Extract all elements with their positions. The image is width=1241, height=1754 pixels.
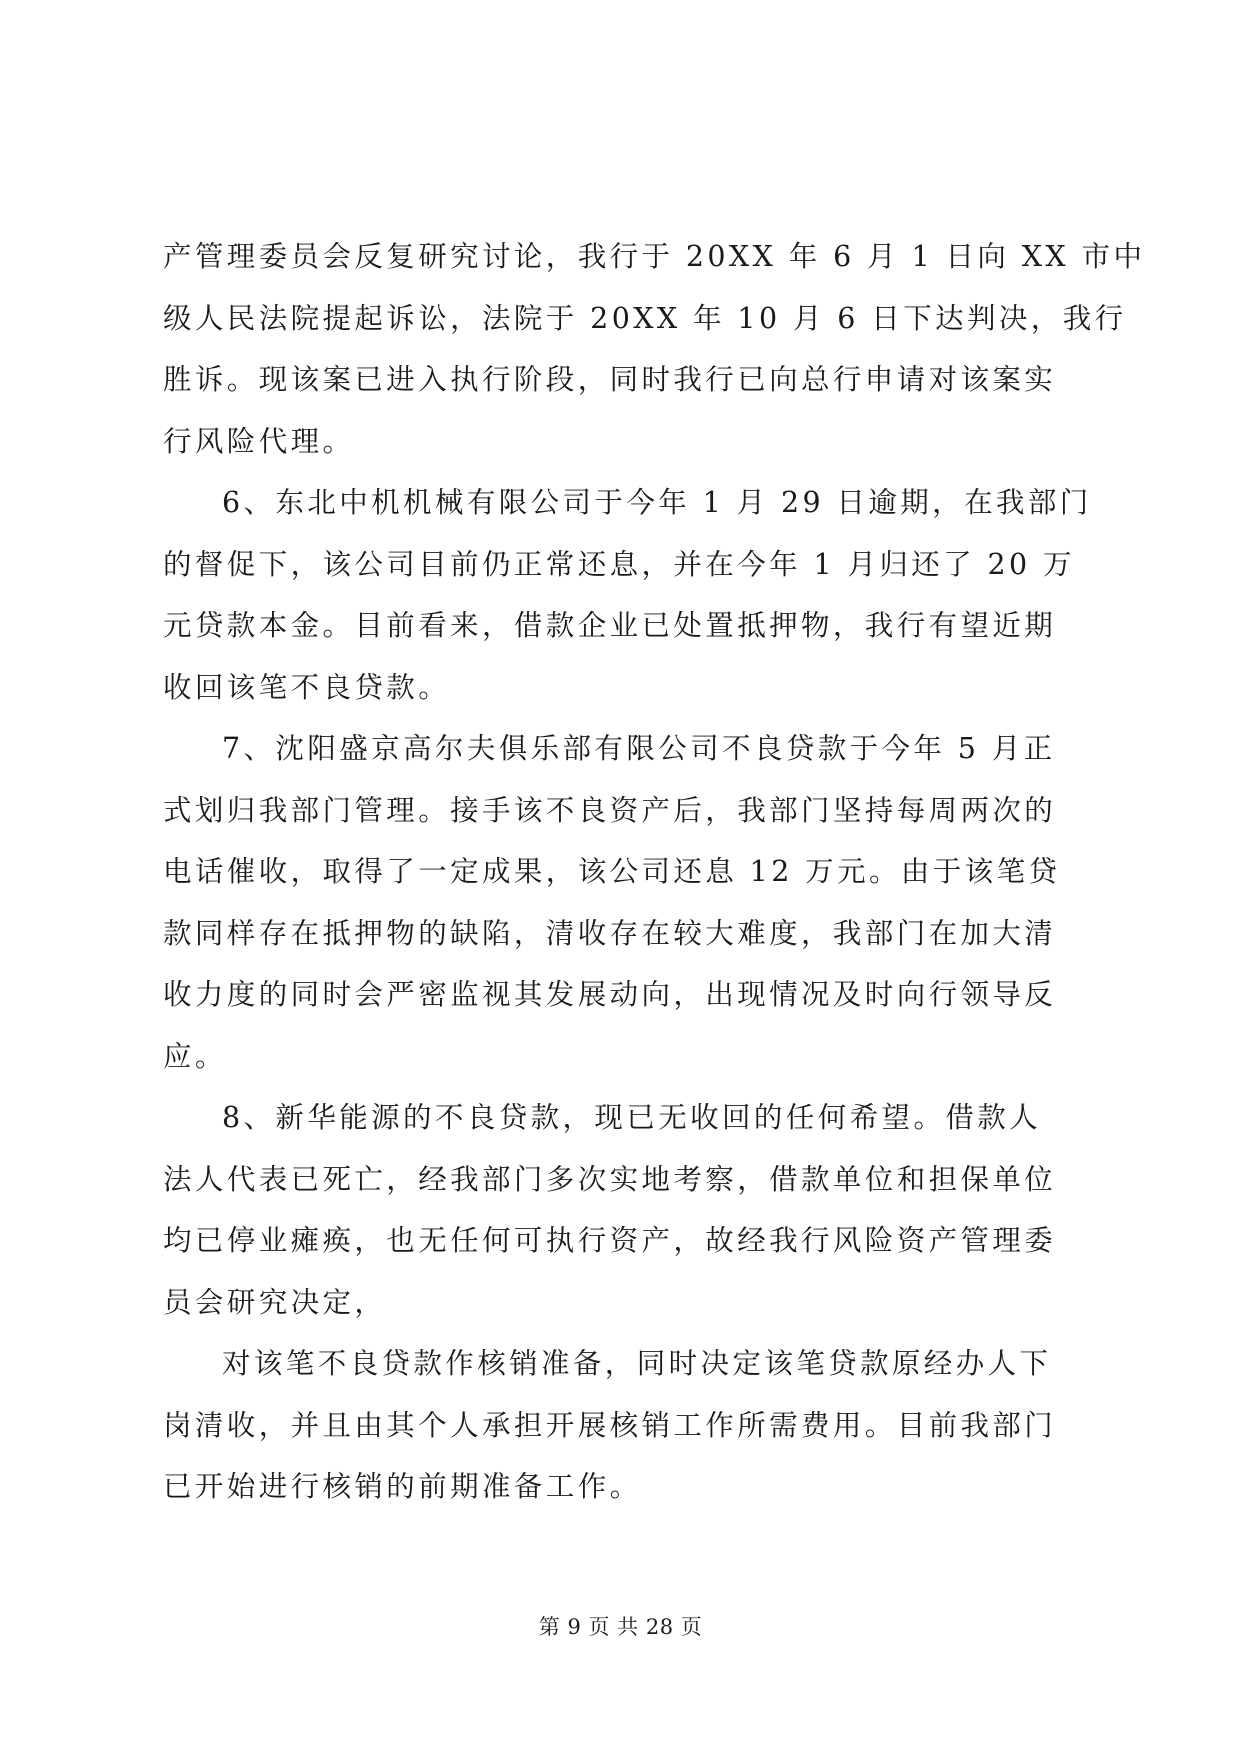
text-line: 岗清收，并且由其个人承担开展核销工作所需费用。目前我部门 xyxy=(163,1408,1057,1442)
paragraph-item-6 xyxy=(163,472,1092,718)
text-line: 应。 xyxy=(163,1039,227,1073)
text-line: 胜诉。现该案已进入执行阶段，同时我行已向总行申请对该案实 xyxy=(163,363,1057,396)
text-line: 电话催收，取得了一定成果，该公司还息 12 万元。由于该笔贷 xyxy=(163,855,1061,888)
paragraph-item-8 xyxy=(163,1087,1083,1333)
text-line: 已开始进行核销的前期准备工作。 xyxy=(163,1470,642,1503)
text-line: 产管理委员会反复研究讨论，我行于 20XX 年 6 月 1 日向 XX 市中 xyxy=(163,240,1146,273)
text-line: 行风险代理。 xyxy=(163,424,355,458)
text-line: 的督促下，该公司目前仍正常还息，并在今年 1 月归还了 20 万 xyxy=(163,547,1075,581)
text-line: 收回该笔不良贷款。 xyxy=(163,670,451,704)
text-line: 款同样存在抵押物的缺陷，清收存在较大难度，我部门在加大清 xyxy=(163,916,1057,950)
text-line: 8、新华能源的不良贷款，现已无收回的任何希望。借款人 xyxy=(222,1101,1042,1134)
text-line: 级人民法院提起诉讼，法院于 20XX 年 10 月 6 日下达判决，我行 xyxy=(163,301,1127,335)
text-line: 法人代表已死亡，经我部门多次实地考察，借款单位和担保单位 xyxy=(163,1162,1057,1196)
document-body xyxy=(163,226,1146,1518)
text-line: 7、沈阳盛京高尔夫俱乐部有限公司不良贷款于今年 5 月正 xyxy=(222,732,1056,765)
text-line: 6、东北中机机械有限公司于今年 1 月 29 日逾期，在我部门 xyxy=(222,486,1092,519)
page-number-footer: 第 9 页 共 28 页 xyxy=(538,1615,703,1639)
paragraph-continued xyxy=(163,226,1146,472)
text-line: 员会研究决定， xyxy=(163,1285,387,1319)
text-line: 收力度的同时会严密监视其发展动向，出现情况及时向行领导反 xyxy=(163,978,1057,1011)
text-line: 式划归我部门管理。接手该不良资产后，我部门坚持每周两次的 xyxy=(163,793,1057,827)
paragraph-item-7 xyxy=(163,718,1083,1087)
text-line: 均已停业瘫痪，也无任何可执行资产，故经我行风险资产管理委 xyxy=(163,1224,1057,1257)
text-line: 元贷款本金。目前看来，借款企业已处置抵押物，我行有望近期 xyxy=(163,609,1057,642)
text-line: 对该笔不良贷款作核销准备，同时决定该笔贷款原经办人下 xyxy=(222,1347,1052,1380)
paragraph-writeoff xyxy=(163,1333,1083,1518)
